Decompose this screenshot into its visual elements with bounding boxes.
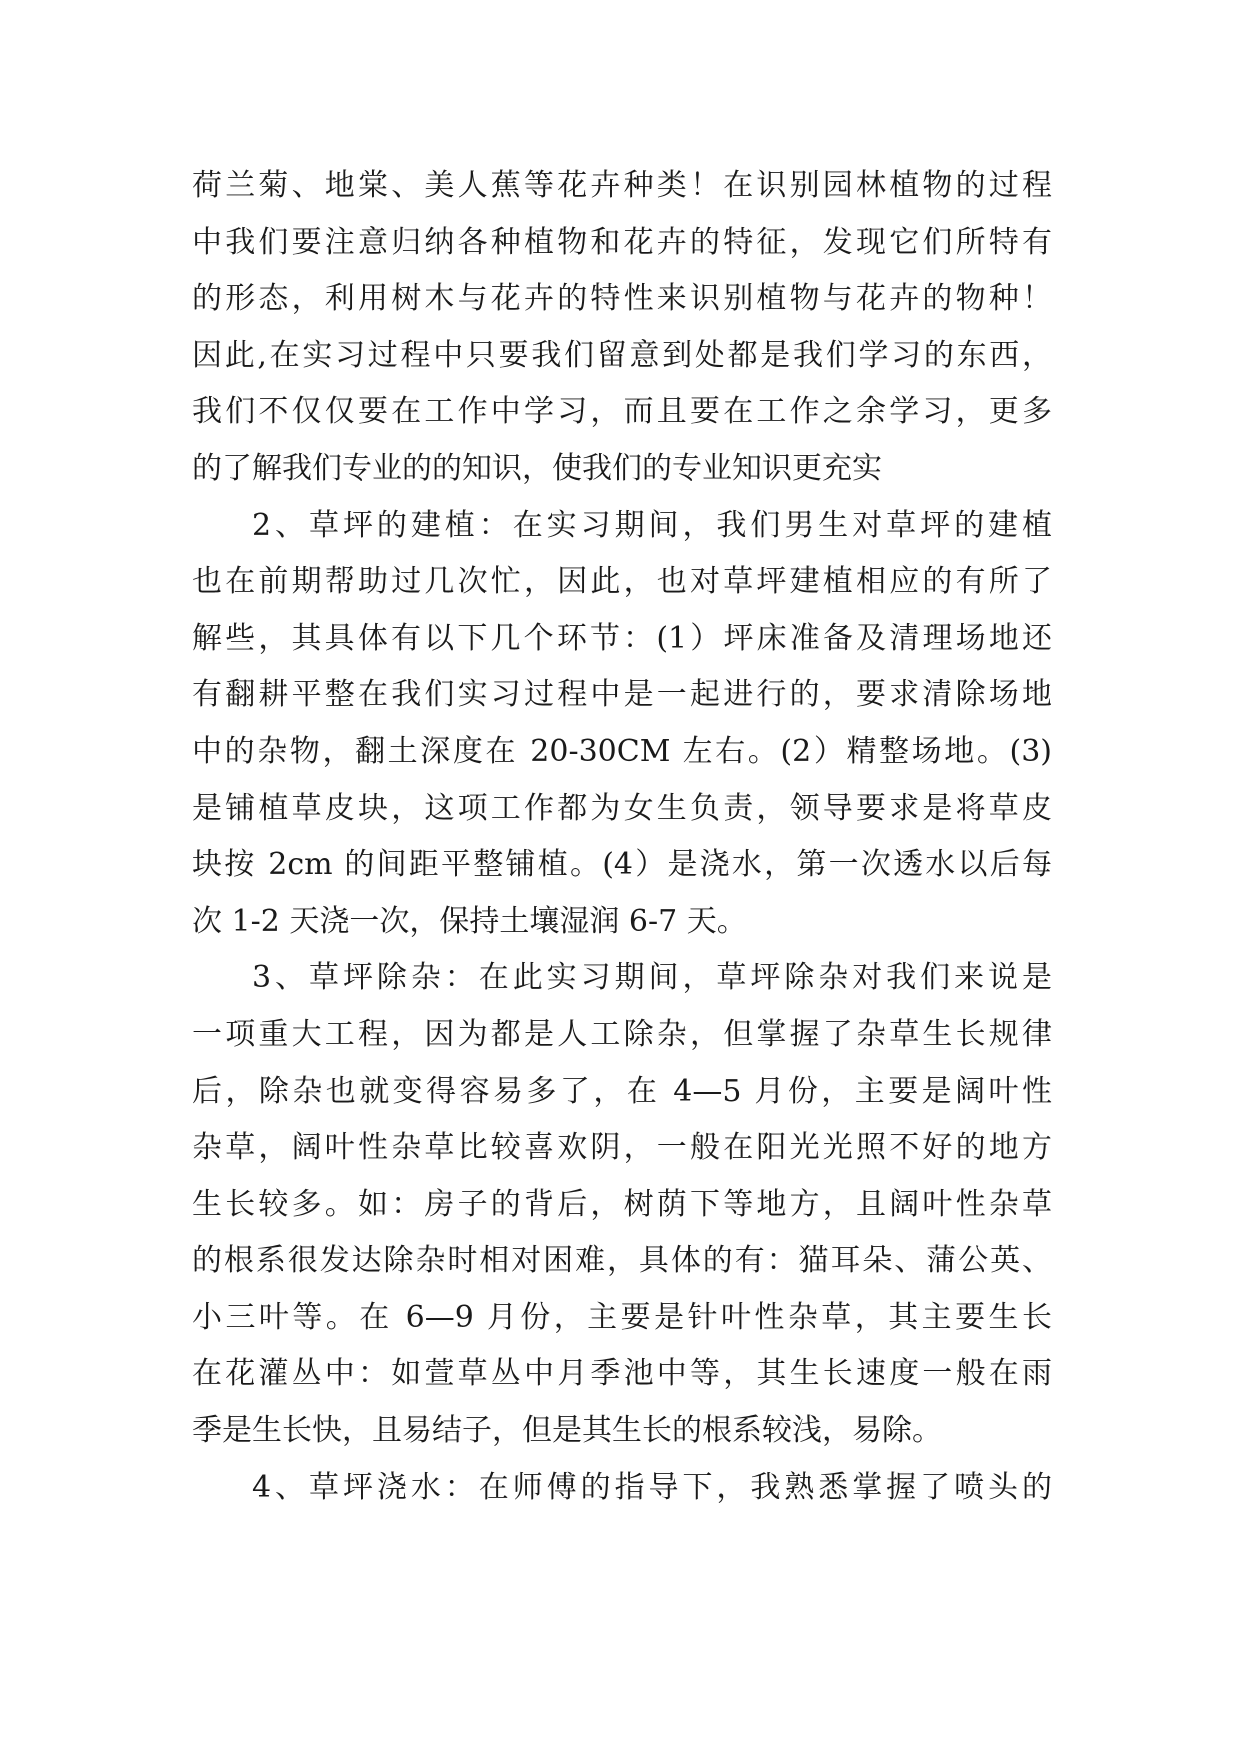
text-line: 次 1-2 天浇一次，保持土壤湿润 6-7 天。: [192, 903, 747, 939]
text-line: 中的杂物，翻土深度在 20-30CM 左右。(2）精整场地。(3): [192, 733, 1052, 769]
text-line: 4、草坪浇水：在师傅的指导下，我熟悉掌握了喷头的: [252, 1469, 1052, 1505]
text-line: 的形态，利用树木与花卉的特性来识别植物与花卉的物种！: [192, 281, 1052, 317]
text-line: 3、草坪除杂：在此实习期间，草坪除杂对我们来说是: [252, 960, 1052, 996]
text-line: 是铺植草皮块，这项工作都为女生负责，领导要求是将草皮: [192, 790, 1052, 826]
text-line: 2、草坪的建植：在实习期间，我们男生对草坪的建植: [252, 507, 1052, 543]
text-line: 因此,在实习过程中只要我们留意到处都是我们学习的东西，: [192, 337, 1052, 373]
text-line: 一项重大工程，因为都是人工除杂，但掌握了杂草生长规律: [192, 1016, 1052, 1052]
text-line: 块按 2cm 的间距平整铺植。(4）是浇水，第一次透水以后每: [192, 847, 1052, 883]
text-line: 我们不仅仅要在工作中学习，而且要在工作之余学习，更多: [192, 394, 1052, 430]
text-line: 生长较多。如：房子的背后，树荫下等地方，且阔叶性杂草: [192, 1186, 1052, 1222]
text-line: 也在前期帮助过几次忙，因此，也对草坪建植相应的有所了: [192, 564, 1052, 600]
text-line: 杂草，阔叶性杂草比较喜欢阴，一般在阳光光照不好的地方: [192, 1130, 1052, 1166]
text-line: 在花灌丛中：如萱草丛中月季池中等，其生长速度一般在雨: [192, 1356, 1052, 1392]
text-line: 的了解我们专业的的知识，使我们的专业知识更充实: [192, 450, 882, 486]
text-line: 后，除杂也就变得容易多了，在 4—5 月份，主要是阔叶性: [192, 1073, 1052, 1109]
text-line: 季是生长快，且易结子，但是其生长的根系较浅，易除。: [192, 1413, 942, 1449]
text-line: 荷兰菊、地棠、美人蕉等花卉种类！在识别园林植物的过程: [192, 168, 1052, 203]
text-line: 中我们要注意归纳各种植物和花卉的特征，发现它们所特有: [192, 224, 1052, 260]
text-line: 有翻耕平整在我们实习过程中是一起进行的，要求清除场地: [192, 677, 1052, 713]
body-text: [192, 158, 1052, 1516]
text-line: 解些，其具体有以下几个环节：(1）坪床准备及清理场地还: [192, 620, 1052, 656]
text-line: 的根系很发达除杂时相对困难，具体的有：猫耳朵、蒲公英、: [192, 1243, 1052, 1279]
text-line: 小三叶等。在 6—9 月份，主要是针叶性杂草，其主要生长: [192, 1299, 1052, 1335]
